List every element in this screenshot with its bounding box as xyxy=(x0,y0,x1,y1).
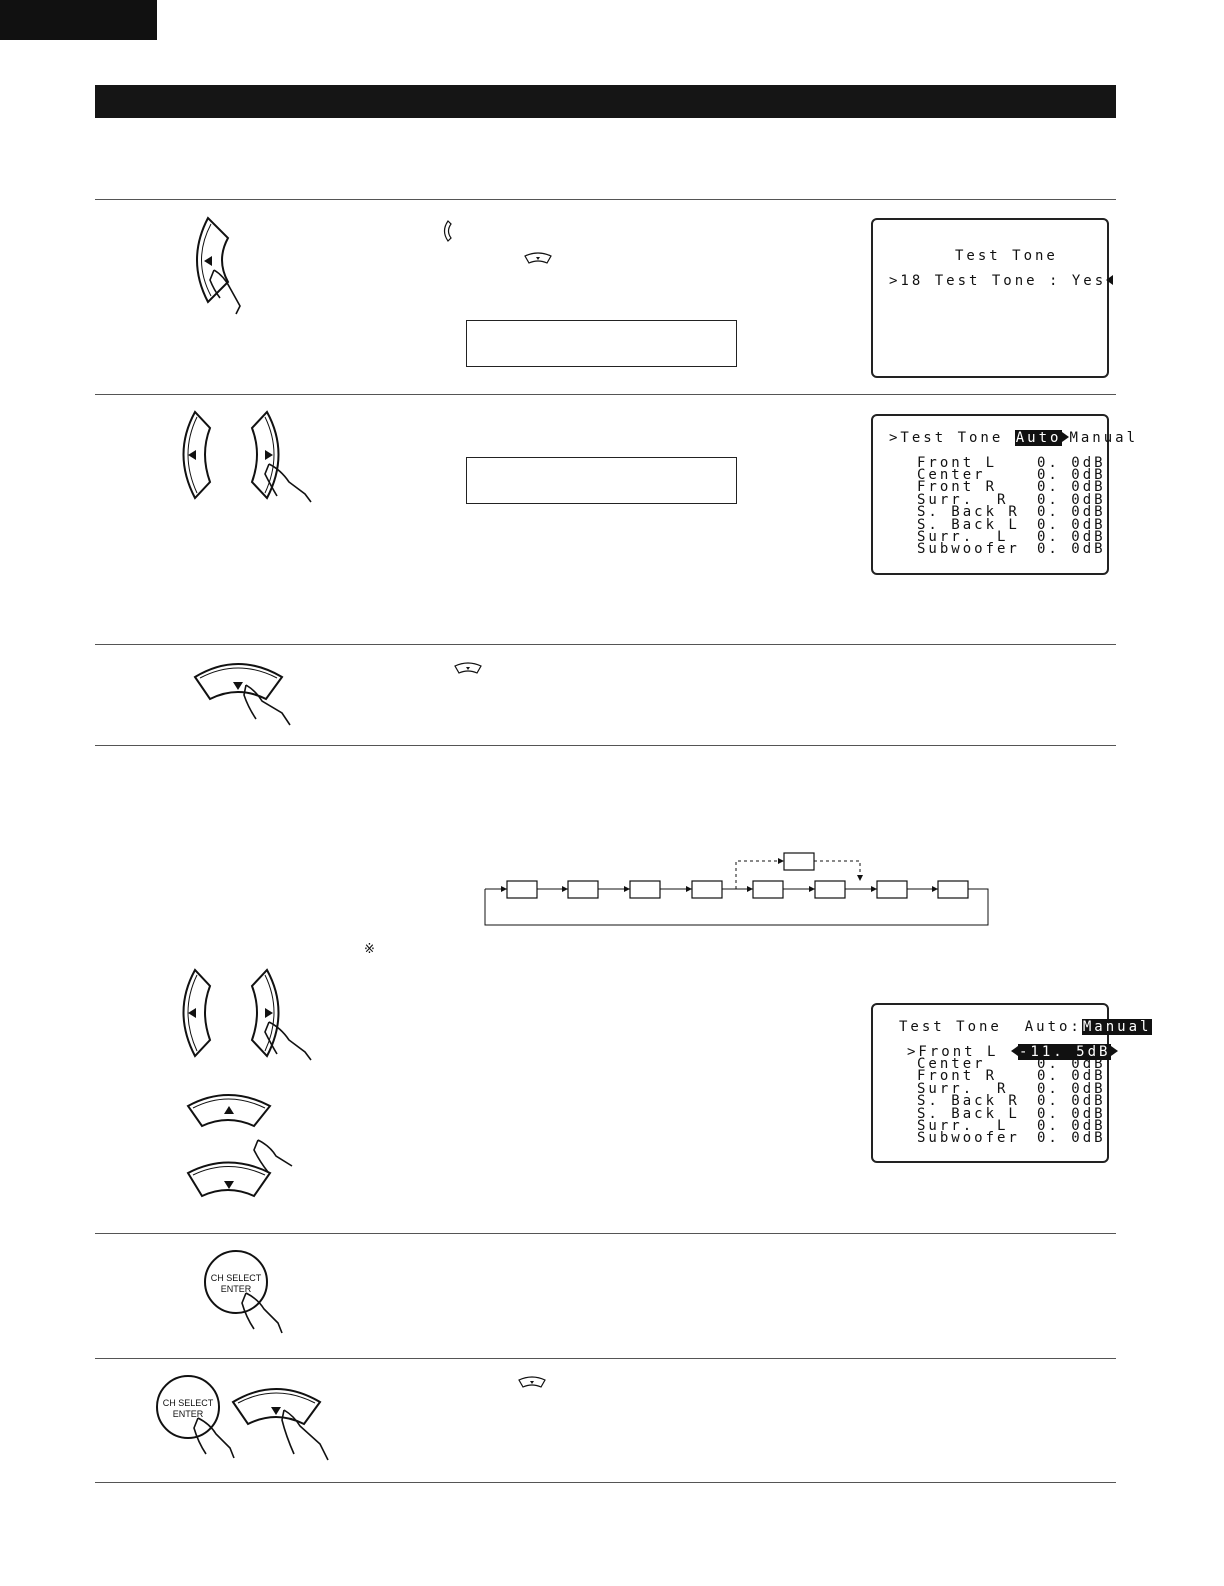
osd-channel-value: 0. 0dB xyxy=(1037,479,1106,495)
osd-channel-name: Front R xyxy=(917,479,998,495)
ch-select-enter-button-icon[interactable] xyxy=(200,1245,290,1345)
step-divider xyxy=(95,644,1116,645)
osd-channel-name: Front R xyxy=(917,1068,998,1084)
osd-channel-name: Front L xyxy=(917,455,998,471)
up-arrow-button-icon[interactable] xyxy=(180,1088,280,1133)
down-cursor-mini-icon xyxy=(453,662,483,676)
ch-select-label: CH SELECT xyxy=(162,1398,214,1408)
osd-test-tone-line xyxy=(889,275,1114,287)
osd-screen-manual-adjust xyxy=(871,1003,1152,1163)
down-arrow-button-icon[interactable] xyxy=(180,1138,300,1203)
osd-channel-name: Surr. L xyxy=(917,1118,1009,1134)
osd-title: Test Tone xyxy=(955,248,1058,264)
step-divider xyxy=(95,1482,1116,1483)
left-arrow-button-icon[interactable] xyxy=(170,966,220,1061)
step-divider xyxy=(95,1233,1116,1234)
left-triangle-icon xyxy=(1011,1046,1018,1056)
osd-channel-value: 0. 0dB xyxy=(1037,1081,1106,1097)
channel-sequence-diagram xyxy=(480,850,995,930)
osd-channel-value: 0. 0dB xyxy=(1037,541,1106,557)
osd-auto-option: Auto xyxy=(1015,430,1062,446)
osd-channel-name: Subwoofer xyxy=(917,541,1020,557)
osd-channel-value: 0. 0dB xyxy=(1037,467,1106,483)
osd-selected-channel: >Front L xyxy=(907,1044,999,1060)
osd-mode-line xyxy=(889,432,1138,444)
front-display-panel xyxy=(466,457,737,504)
down-arrow-button-icon[interactable] xyxy=(190,655,300,730)
step-divider xyxy=(95,199,1116,200)
osd-channel-value: 0. 0dB xyxy=(1037,504,1106,520)
osd-channel-value: 0. 0dB xyxy=(1037,529,1106,545)
osd-channel-value: 0. 0dB xyxy=(1037,1130,1106,1146)
osd-selected-value: -11. 5dB xyxy=(1019,1044,1111,1060)
enter-label: ENTER xyxy=(172,1409,204,1419)
osd-channel-value: 0. 0dB xyxy=(1037,517,1106,533)
osd-channel-value: 0. 0dB xyxy=(1037,1068,1106,1084)
osd-channel-value: 0. 0dB xyxy=(1037,455,1106,471)
enter-label: ENTER xyxy=(220,1284,252,1294)
osd-screen-test-tone-mode xyxy=(871,414,1139,575)
right-triangle-icon xyxy=(1111,1046,1118,1056)
step-divider xyxy=(95,394,1116,395)
page-corner-tab xyxy=(0,0,157,40)
down-cursor-mini-icon xyxy=(523,252,553,266)
osd-channel-name: S. Back L xyxy=(917,1106,1020,1122)
right-arrow-button-icon[interactable] xyxy=(245,966,320,1066)
osd-channel-name: Center xyxy=(917,1056,986,1072)
step-divider xyxy=(95,745,1116,746)
osd-channel-name: S. Back R xyxy=(917,504,1020,520)
note-mark: ※ xyxy=(364,942,375,957)
osd-channel-value: 0. 0dB xyxy=(1037,492,1106,508)
osd-channel-name: Subwoofer xyxy=(917,1130,1020,1146)
osd-channel-value: 0. 0dB xyxy=(1037,1056,1106,1072)
section-title-bar xyxy=(95,85,1116,118)
left-arrow-button-icon[interactable] xyxy=(170,408,220,503)
osd-channel-name: Surr. L xyxy=(917,529,1009,545)
front-display-panel xyxy=(466,320,737,367)
osd-mode-label: >Test Tone xyxy=(889,430,1015,446)
osd-channel-name: S. Back L xyxy=(917,517,1020,533)
osd-manual-option: Manual xyxy=(1082,1019,1152,1035)
left-cursor-mini-icon xyxy=(440,220,452,242)
right-arrow-button-icon[interactable] xyxy=(245,408,320,508)
osd-mode-label: Test Tone Auto: xyxy=(899,1019,1082,1035)
osd-channel-name: Surr. R xyxy=(917,1081,1009,1097)
osd-channel-value: 0. 0dB xyxy=(1037,1106,1106,1122)
osd-channel-name: Surr. R xyxy=(917,492,1009,508)
osd-channel-name: Center xyxy=(917,467,986,483)
down-arrow-button-icon[interactable] xyxy=(228,1380,338,1470)
osd-channel-value: 0. 0dB xyxy=(1037,1093,1106,1109)
osd-manual-option: Manual xyxy=(1069,430,1139,446)
step-divider xyxy=(95,1358,1116,1359)
ch-select-label: CH SELECT xyxy=(210,1273,262,1283)
osd-screen-test-tone xyxy=(871,218,1109,378)
osd-test-tone-value: >18 Test Tone : Yes xyxy=(889,273,1107,289)
down-cursor-mini-icon xyxy=(517,1376,547,1390)
left-triangle-icon xyxy=(1106,275,1114,285)
osd-channel-name: S. Back R xyxy=(917,1093,1020,1109)
osd-mode-line xyxy=(899,1021,1152,1033)
left-arrow-button-icon[interactable] xyxy=(180,210,270,320)
osd-channel-value: 0. 0dB xyxy=(1037,1118,1106,1134)
